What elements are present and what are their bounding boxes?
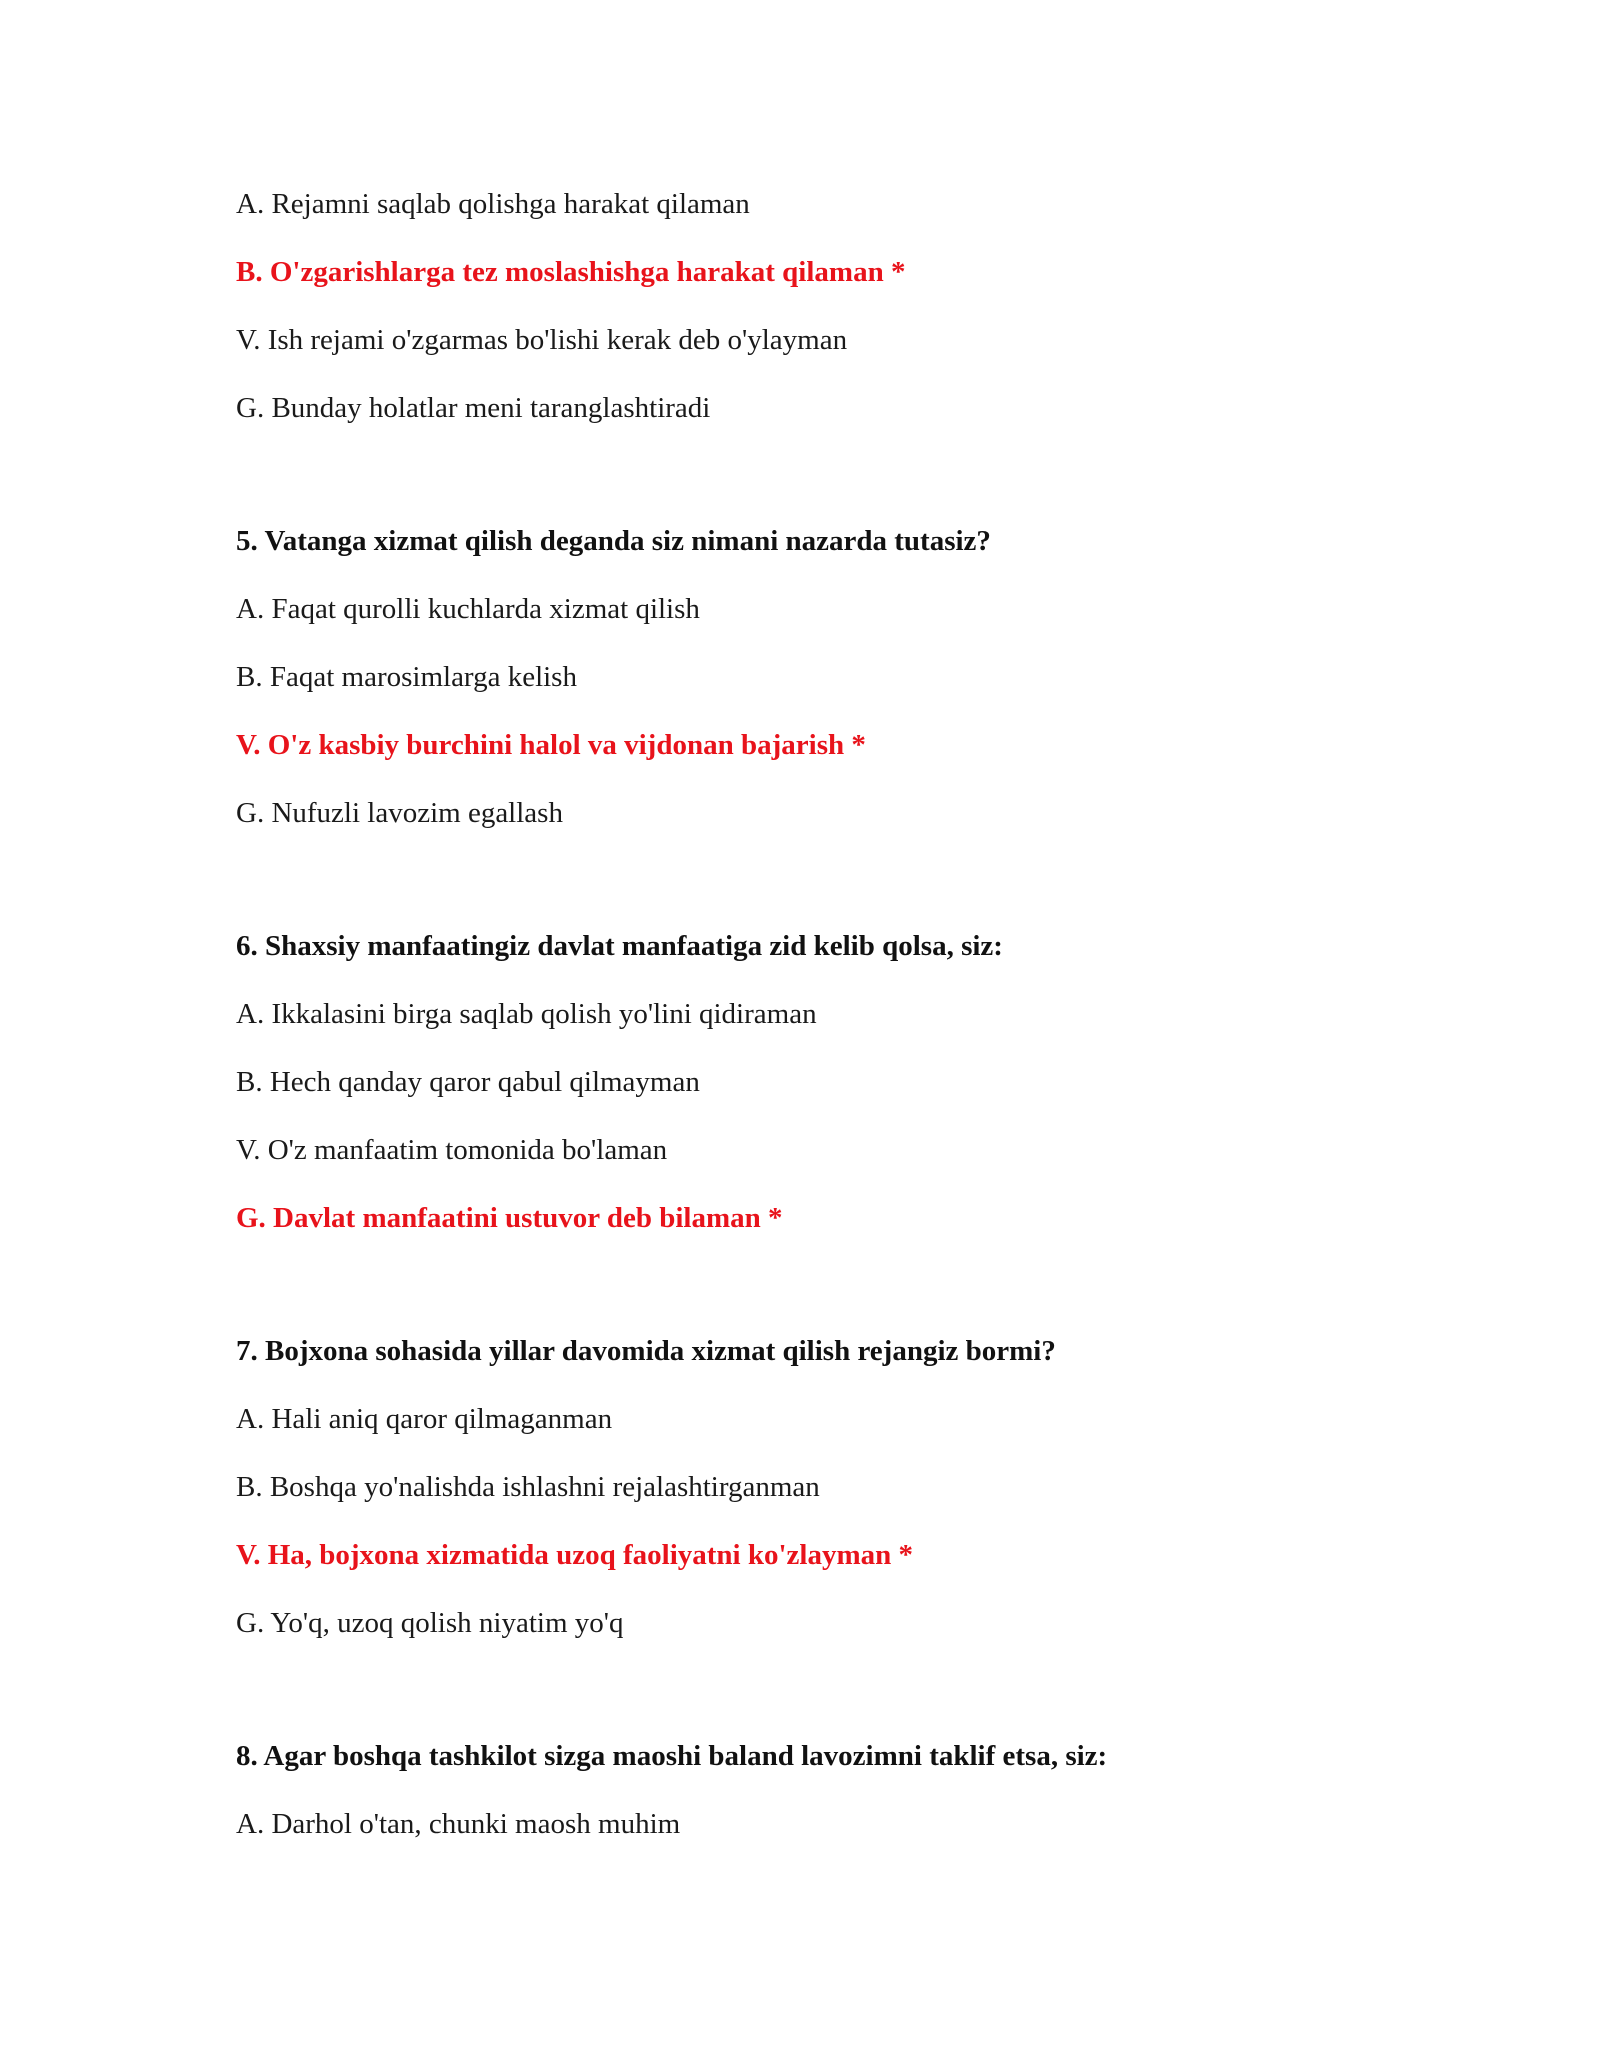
option-7-g: G. Yo'q, uzoq qolish niyatim yo'q (236, 1607, 624, 1639)
quiz-content (236, 186, 1436, 1874)
option-7-b: B. Boshqa yo'nalishda ishlashni rejalashtirganman (236, 1471, 820, 1503)
option-4-v: V. Ish rejami o'zgarmas bo'lishi kerak deb o'ylayman (236, 324, 848, 356)
option-7-a: A. Hali aniq qaror qilmaganman (236, 1403, 613, 1435)
spacer (236, 863, 1436, 928)
option-6-b: B. Hech qanday qaror qabul qilmayman (236, 1066, 700, 1098)
option-4-a: A. Rejamni saqlab qolishga harakat qilaman (236, 188, 750, 220)
option-6-a: A. Ikkalasini birga saqlab qolish yo'lini qidiraman (236, 998, 817, 1030)
option-4-b-correct: B. O'zgarishlarga tez moslashishga harakat qilaman * (236, 256, 906, 288)
question-block-8 (236, 1738, 1436, 1842)
question-6-title: 6. Shaxsiy manfaatingiz davlat manfaatiga zid kelib qolsa, siz: (236, 930, 1003, 962)
option-7-v-correct: V. Ha, bojxona xizmatida uzoq faoliyatni ko'zlayman * (236, 1539, 913, 1571)
option-5-v-correct: V. O'z kasbiy burchini halol va vijdonan bajarish * (236, 729, 866, 761)
option-6-v: V. O'z manfaatim tomonida bo'laman (236, 1134, 668, 1166)
option-5-g: G. Nufuzli lavozim egallash (236, 797, 563, 829)
spacer (236, 1673, 1436, 1738)
question-block-6 (236, 928, 1436, 1236)
option-5-a: A. Faqat qurolli kuchlarda xizmat qilish (236, 593, 700, 625)
spacer (236, 1268, 1436, 1333)
question-8-title: 8. Agar boshqa tashkilot sizga maoshi baland lavozimni taklif etsa, siz: (236, 1740, 1108, 1772)
question-block-4 (236, 186, 1436, 426)
option-8-a: A. Darhol o'tan, chunki maosh muhim (236, 1808, 681, 1840)
question-7-title: 7. Bojxona sohasida yillar davomida xizmat qilish rejangiz bormi? (236, 1335, 1056, 1367)
question-block-7 (236, 1333, 1436, 1641)
option-5-b: B. Faqat marosimlarga kelish (236, 661, 577, 693)
question-5-title: 5. Vatanga xizmat qilish deganda siz nimani nazarda tutasiz? (236, 525, 991, 557)
spacer (236, 458, 1436, 523)
question-block-5 (236, 523, 1436, 831)
option-4-g: G. Bunday holatlar meni taranglashtiradi (236, 392, 711, 424)
option-6-g-correct: G. Davlat manfaatini ustuvor deb bilaman * (236, 1202, 783, 1234)
